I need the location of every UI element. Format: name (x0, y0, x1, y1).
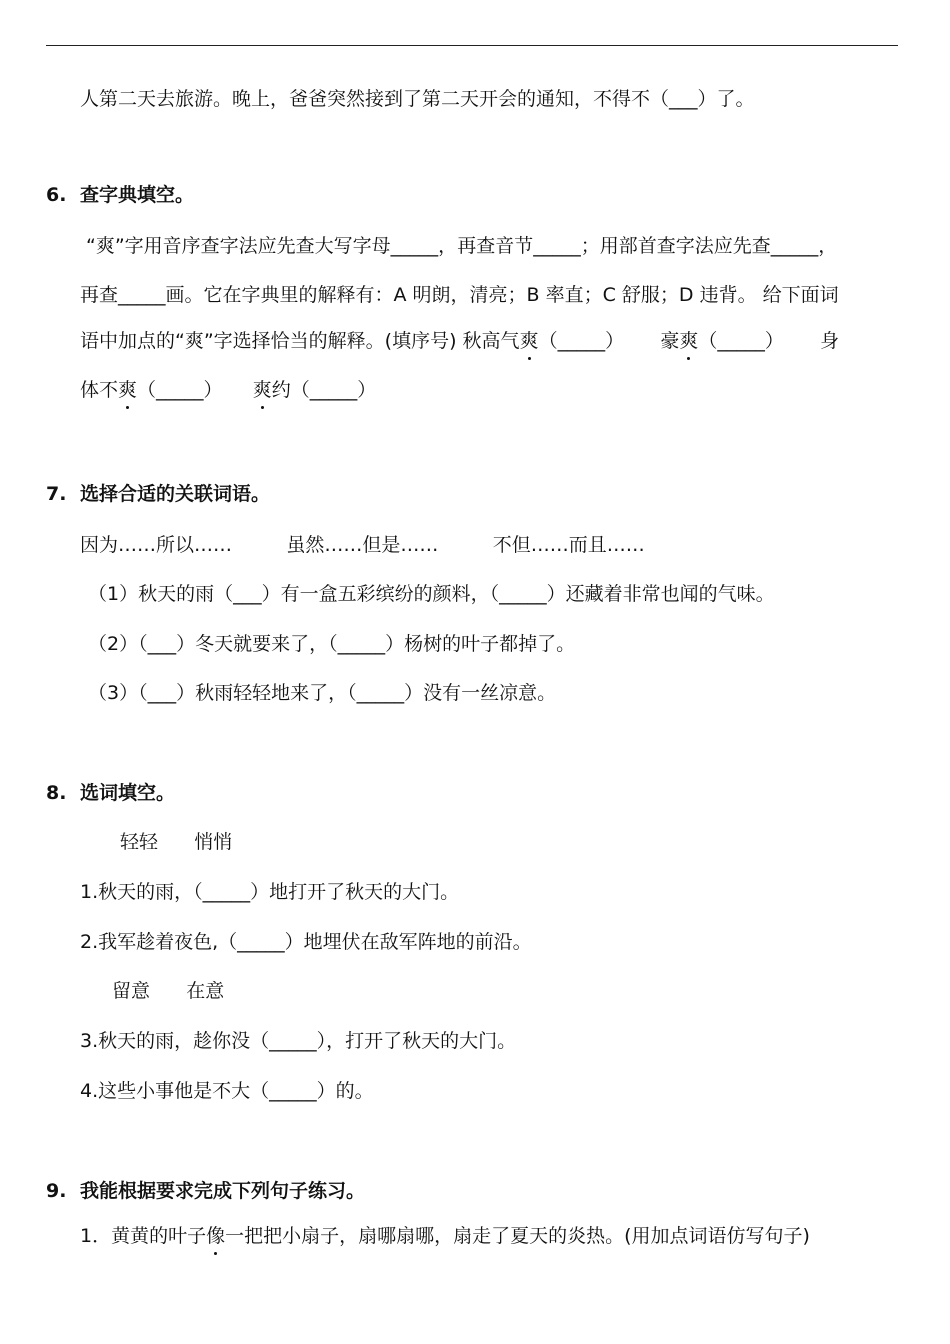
q6-line4-pre: 体不 (80, 379, 119, 401)
q6-dotted-char: 爽 (519, 330, 539, 352)
q8-sentence-1: 1.秋天的雨，（_____）地打开了秋天的大门。 (80, 881, 460, 903)
q8-sentence-3: 3.秋天的雨，趁你没（_____），打开了秋天的大门。 (80, 1030, 517, 1052)
q6-line4 (80, 377, 376, 403)
q6-line3-mid: （_____） 豪 (538, 330, 680, 352)
q6-dotted-char: 爽 (252, 379, 272, 401)
q7-title: 选择合适的关联词语。 (80, 483, 271, 505)
q8-sentence-4: 4.这些小事他是不大（_____）的。 (80, 1080, 374, 1102)
q6-line2: 再查_____画。它在字典里的解释有：A 明朗，清亮；B 率直；C 舒服；D 违背。 给下面词 (80, 284, 839, 306)
q6-number: 6. (46, 184, 67, 206)
q6-line4-mid: （_____） (137, 379, 253, 401)
q6-dotted-char: 爽 (679, 330, 699, 352)
q6-title: 查字典填空。 (80, 184, 195, 206)
q9-number: 9. (46, 1180, 67, 1202)
q7-item-1: （1）秋天的雨（___）有一盒五彩缤纷的颜料，（_____）还藏着非常也闻的气味。 (88, 583, 775, 605)
q8-word-choices-1: 轻轻 悄悄 (120, 831, 233, 853)
q7-item-2: （2）（___）冬天就要来了，（_____）杨树的叶子都掉了。 (88, 633, 576, 655)
q9-sentence-1 (80, 1223, 810, 1249)
continued-line: 人第二天去旅游。晚上，爸爸突然接到了第二天开会的通知，不得不（___）了。 (80, 88, 755, 110)
q6-line3 (80, 328, 839, 354)
q9-dotted-word: 像 (206, 1225, 226, 1247)
q7-number: 7. (46, 483, 67, 505)
q8-number: 8. (46, 782, 67, 804)
q6-line3-pre: 语中加点的“爽”字选择恰当的解释。(填序号) 秋高气 (80, 330, 520, 352)
q9-sentence-1-post: 一把把小扇子，扇哪扇哪，扇走了夏天的炎热。(用加点词语仿写句子) (225, 1225, 810, 1247)
top-rule (46, 45, 898, 46)
q6-line1: “爽”字用音序查字法应先查大写字母_____，再查音节_____；用部首查字法应先查_____， (86, 235, 838, 257)
q8-sentence-2: 2.我军趁着夜色,（_____）地埋伏在敌军阵地的前沿。 (80, 931, 532, 953)
q7-item-3: （3）（___）秋雨轻轻地来了，（_____）没有一丝凉意。 (88, 682, 557, 704)
q6-dotted-char: 爽 (118, 379, 138, 401)
q9-title: 我能根据要求完成下列句子练习。 (80, 1180, 366, 1202)
q9-sentence-1-pre: 1．黄黄的叶子 (80, 1225, 207, 1247)
q6-line4-post: 约（_____） (271, 379, 377, 401)
q8-title: 选词填空。 (80, 782, 176, 804)
q6-line3-post: （_____） 身 (698, 330, 840, 352)
q7-options: 因为……所以…… 虽然……但是…… 不但……而且…… (80, 534, 645, 556)
q8-word-choices-2: 留意 在意 (112, 980, 225, 1002)
